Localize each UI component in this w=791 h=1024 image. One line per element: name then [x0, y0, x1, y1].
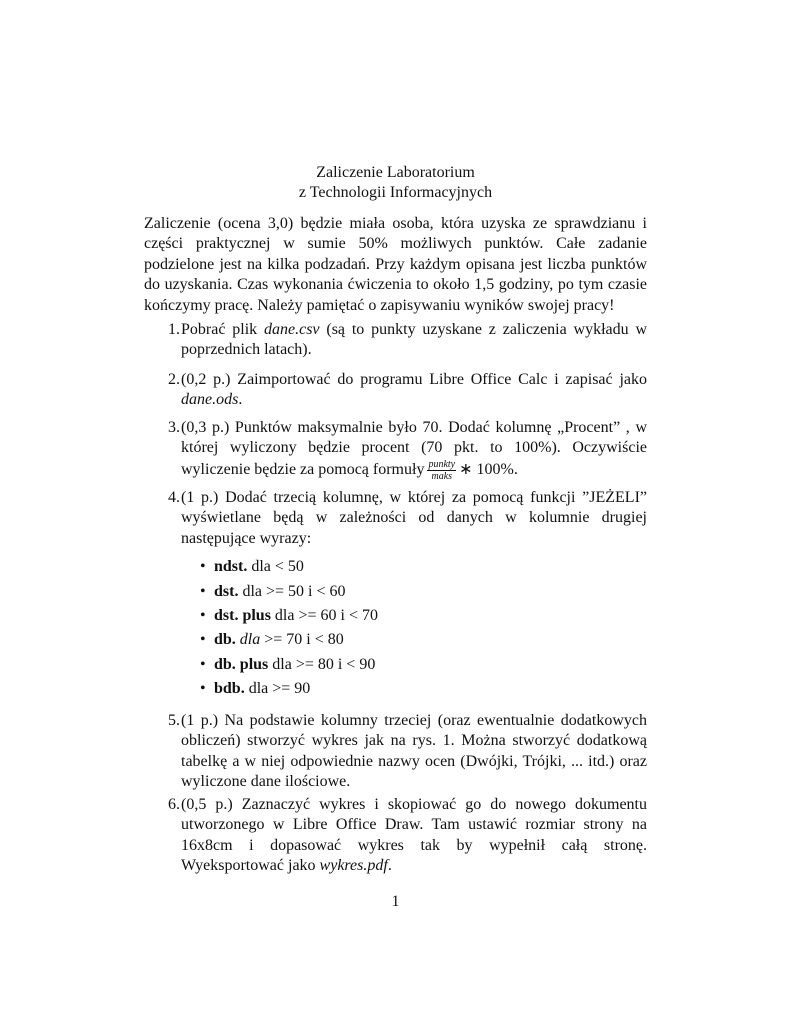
grade-rule-italic: dla — [239, 631, 261, 648]
task-number: 5. — [168, 712, 180, 729]
bullet-icon: • — [200, 631, 206, 648]
task-text: (1 p.) Dodać trzecią kolumnę, w której za pomocą funkcji ”JEŻELI” wyświetlane będą w zależności od danych w kolumnie drugiej następujące wyrazy: — [181, 489, 647, 547]
task-number: 4. — [168, 489, 180, 506]
document-title-line2: z Technologii Informacyjnych — [298, 184, 493, 201]
grade-name: dst. plus — [214, 607, 271, 624]
task-text — [181, 418, 647, 482]
bullet-icon: • — [200, 583, 206, 600]
task-text-part: ∗ 100%. — [459, 460, 518, 478]
task-text-part: (0,3 p.) Punktów maksymalnie było 70. Dodać kolumnę „Procent” , w której wyliczony będzie procent (70 pkt. to 100%). Oczywiście wyliczenie będzie za pomocą formuły — [181, 419, 647, 478]
grade-rule: dla >= 60 i < 70 — [274, 607, 378, 624]
fraction-numerator: punkty — [428, 458, 456, 470]
grade-name: dst. — [214, 583, 239, 600]
bullet-icon: • — [200, 680, 206, 697]
task-text — [181, 320, 647, 361]
grade-rule: dla >= 80 i < 90 — [272, 656, 376, 673]
task-text-part: (0,2 p.) Zaimportować do programu Libre Office Calc i zapisać jako — [181, 371, 647, 388]
formula-fraction — [427, 459, 456, 482]
task-number: 1. — [168, 321, 180, 338]
file-name: dane.csv — [264, 321, 320, 338]
grade-rule: >= 70 i < 80 — [264, 631, 344, 648]
task-text-part: (są to punkty uzyskane z zaliczenia wykładu w poprzednich latach). — [181, 321, 647, 359]
fraction-denominator: maks — [431, 470, 453, 482]
grade-name: ndst. — [214, 558, 248, 575]
grade-rule: dla < 50 — [251, 558, 304, 575]
task-text-part: (0,5 p.) Zaznaczyć wykres i skopiować go do nowego dokumentu utworzonego w Libre Office Draw. Tam ustawić rozmiar strony na 16x8cm i dopasować wykres tak by wypełnił całą stronę. Wyeksportować jako — [181, 796, 647, 875]
task-number: 2. — [168, 371, 180, 388]
task-number: 3. — [168, 419, 180, 436]
grade-name: bdb. — [214, 680, 245, 697]
task-text: (1 p.) Na podstawie kolumny trzeciej (oraz ewentualnie dodatkowych obliczeń) stworzyć wykres jak na rys. 1. Można stworzyć dodatkową tabelkę a w niej odpowiednie nazwy ocen (Dwójki, Trójki, ... itd.) oraz wyliczone dane ilościowe. — [181, 712, 647, 791]
bullet-icon: • — [200, 607, 206, 624]
task-text-part: . — [238, 391, 243, 409]
grade-name: db. plus — [214, 656, 269, 673]
file-name: wykres.pdf — [319, 857, 388, 875]
task-text-part: Pobrać plik — [181, 321, 264, 338]
document-title-line1: Zaliczenie Laboratorium — [316, 164, 475, 181]
file-name: dane.ods — [181, 391, 239, 409]
task-number: 6. — [168, 796, 180, 813]
grade-name: db. — [214, 631, 236, 648]
task-text — [181, 370, 647, 411]
task-text — [181, 795, 647, 877]
page-number: 1 — [391, 893, 400, 910]
grade-rule: dla >= 90 — [248, 680, 311, 697]
grade-rule: dla >= 50 i < 60 — [242, 583, 346, 600]
bullet-icon: • — [200, 558, 206, 575]
bullet-icon: • — [200, 656, 206, 673]
task-text-part: . — [387, 857, 392, 875]
intro-paragraph: Zaliczenie (ocena 3,0) będzie miała osoba, która uzyska ze sprawdzianu i części praktycznej w sumie 50% możliwych punktów. Całe zadanie podzielone jest na kilka podzadań. Przy każdym opisana jest liczba punktów do uzyskania. Czas wykonania ćwiczenia to około 1,5 godziny, po tym czasie kończymy pracę. Należy pamiętać o zapisywaniu wyników swojej pracy! — [144, 215, 647, 314]
